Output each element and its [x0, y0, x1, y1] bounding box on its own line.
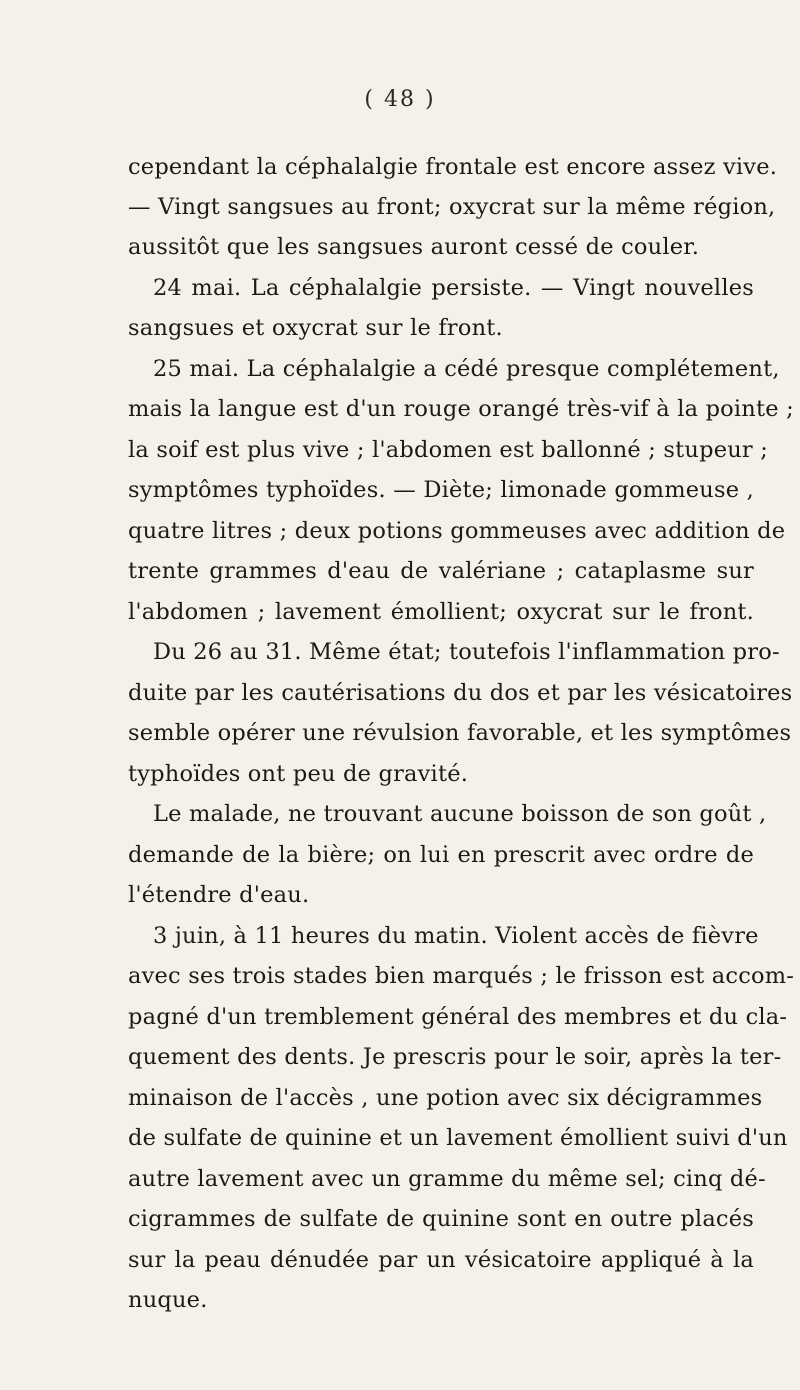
text-line: autre lavement avec un gramme du même sel; cinq dé- — [128, 1166, 766, 1192]
text-line: — Vingt sangsues au front; oxycrat sur la même région, — [128, 194, 776, 220]
text-line: aussitôt que les sangsues auront cessé de couler. — [128, 234, 700, 260]
text-line: minaison de l'accès , une potion avec six décigrammes — [128, 1085, 763, 1111]
text-line: l'abdomen ; lavement émollient; oxycrat sur le front. — [128, 599, 754, 625]
text-line: l'étendre d'eau. — [128, 882, 310, 908]
text-line: pagné d'un tremblement général des membres et du cla- — [128, 1004, 788, 1030]
text-line: trente grammes d'eau de valériane ; cataplasme sur — [128, 558, 754, 584]
text-line: sur la peau dénudée par un vésicatoire appliqué à la — [128, 1247, 754, 1273]
text-line: Du 26 au 31. Même état; toutefois l'inflammation pro- — [153, 639, 780, 665]
text-line: semble opérer une révulsion favorable, et les symptômes — [128, 720, 792, 746]
text-line: cependant la céphalalgie frontale est encore assez vive. — [128, 154, 778, 180]
text-line: demande de la bière; on lui en prescrit avec ordre de — [128, 842, 754, 868]
text-line: Le malade, ne trouvant aucune boisson de son goût , — [153, 801, 767, 827]
text-line: sangsues et oxycrat sur le front. — [128, 315, 503, 341]
text-line: cigrammes de sulfate de quinine sont en outre placés — [128, 1206, 754, 1232]
page-number: ( 48 ) — [364, 87, 436, 112]
text-line: symptômes typhoïdes. — Diète; limonade gommeuse , — [128, 477, 754, 503]
text-line: 24 mai. La céphalalgie persiste. — Vingt nouvelles — [153, 275, 754, 301]
text-line: la soif est plus vive ; l'abdomen est ballonné ; stupeur ; — [128, 437, 769, 463]
text-line: quatre litres ; deux potions gommeuses avec addition de — [128, 518, 786, 544]
text-line: 25 mai. La céphalalgie a cédé presque complétement, — [153, 356, 780, 382]
text-line: 3 juin, à 11 heures du matin. Violent accès de fièvre — [153, 923, 759, 949]
text-line: typhoïdes ont peu de gravité. — [128, 761, 469, 787]
text-line: nuque. — [128, 1287, 208, 1313]
text-line: quement des dents. Je prescris pour le soir, après la ter- — [128, 1044, 782, 1070]
text-line: avec ses trois stades bien marqués ; le frisson est accom- — [128, 963, 795, 989]
text-line: de sulfate de quinine et un lavement émollient suivi d'un — [128, 1125, 788, 1151]
text-line: mais la langue est d'un rouge orangé très-vif à la pointe ; — [128, 396, 794, 422]
text-line: duite par les cautérisations du dos et par les vésicatoires — [128, 680, 793, 706]
